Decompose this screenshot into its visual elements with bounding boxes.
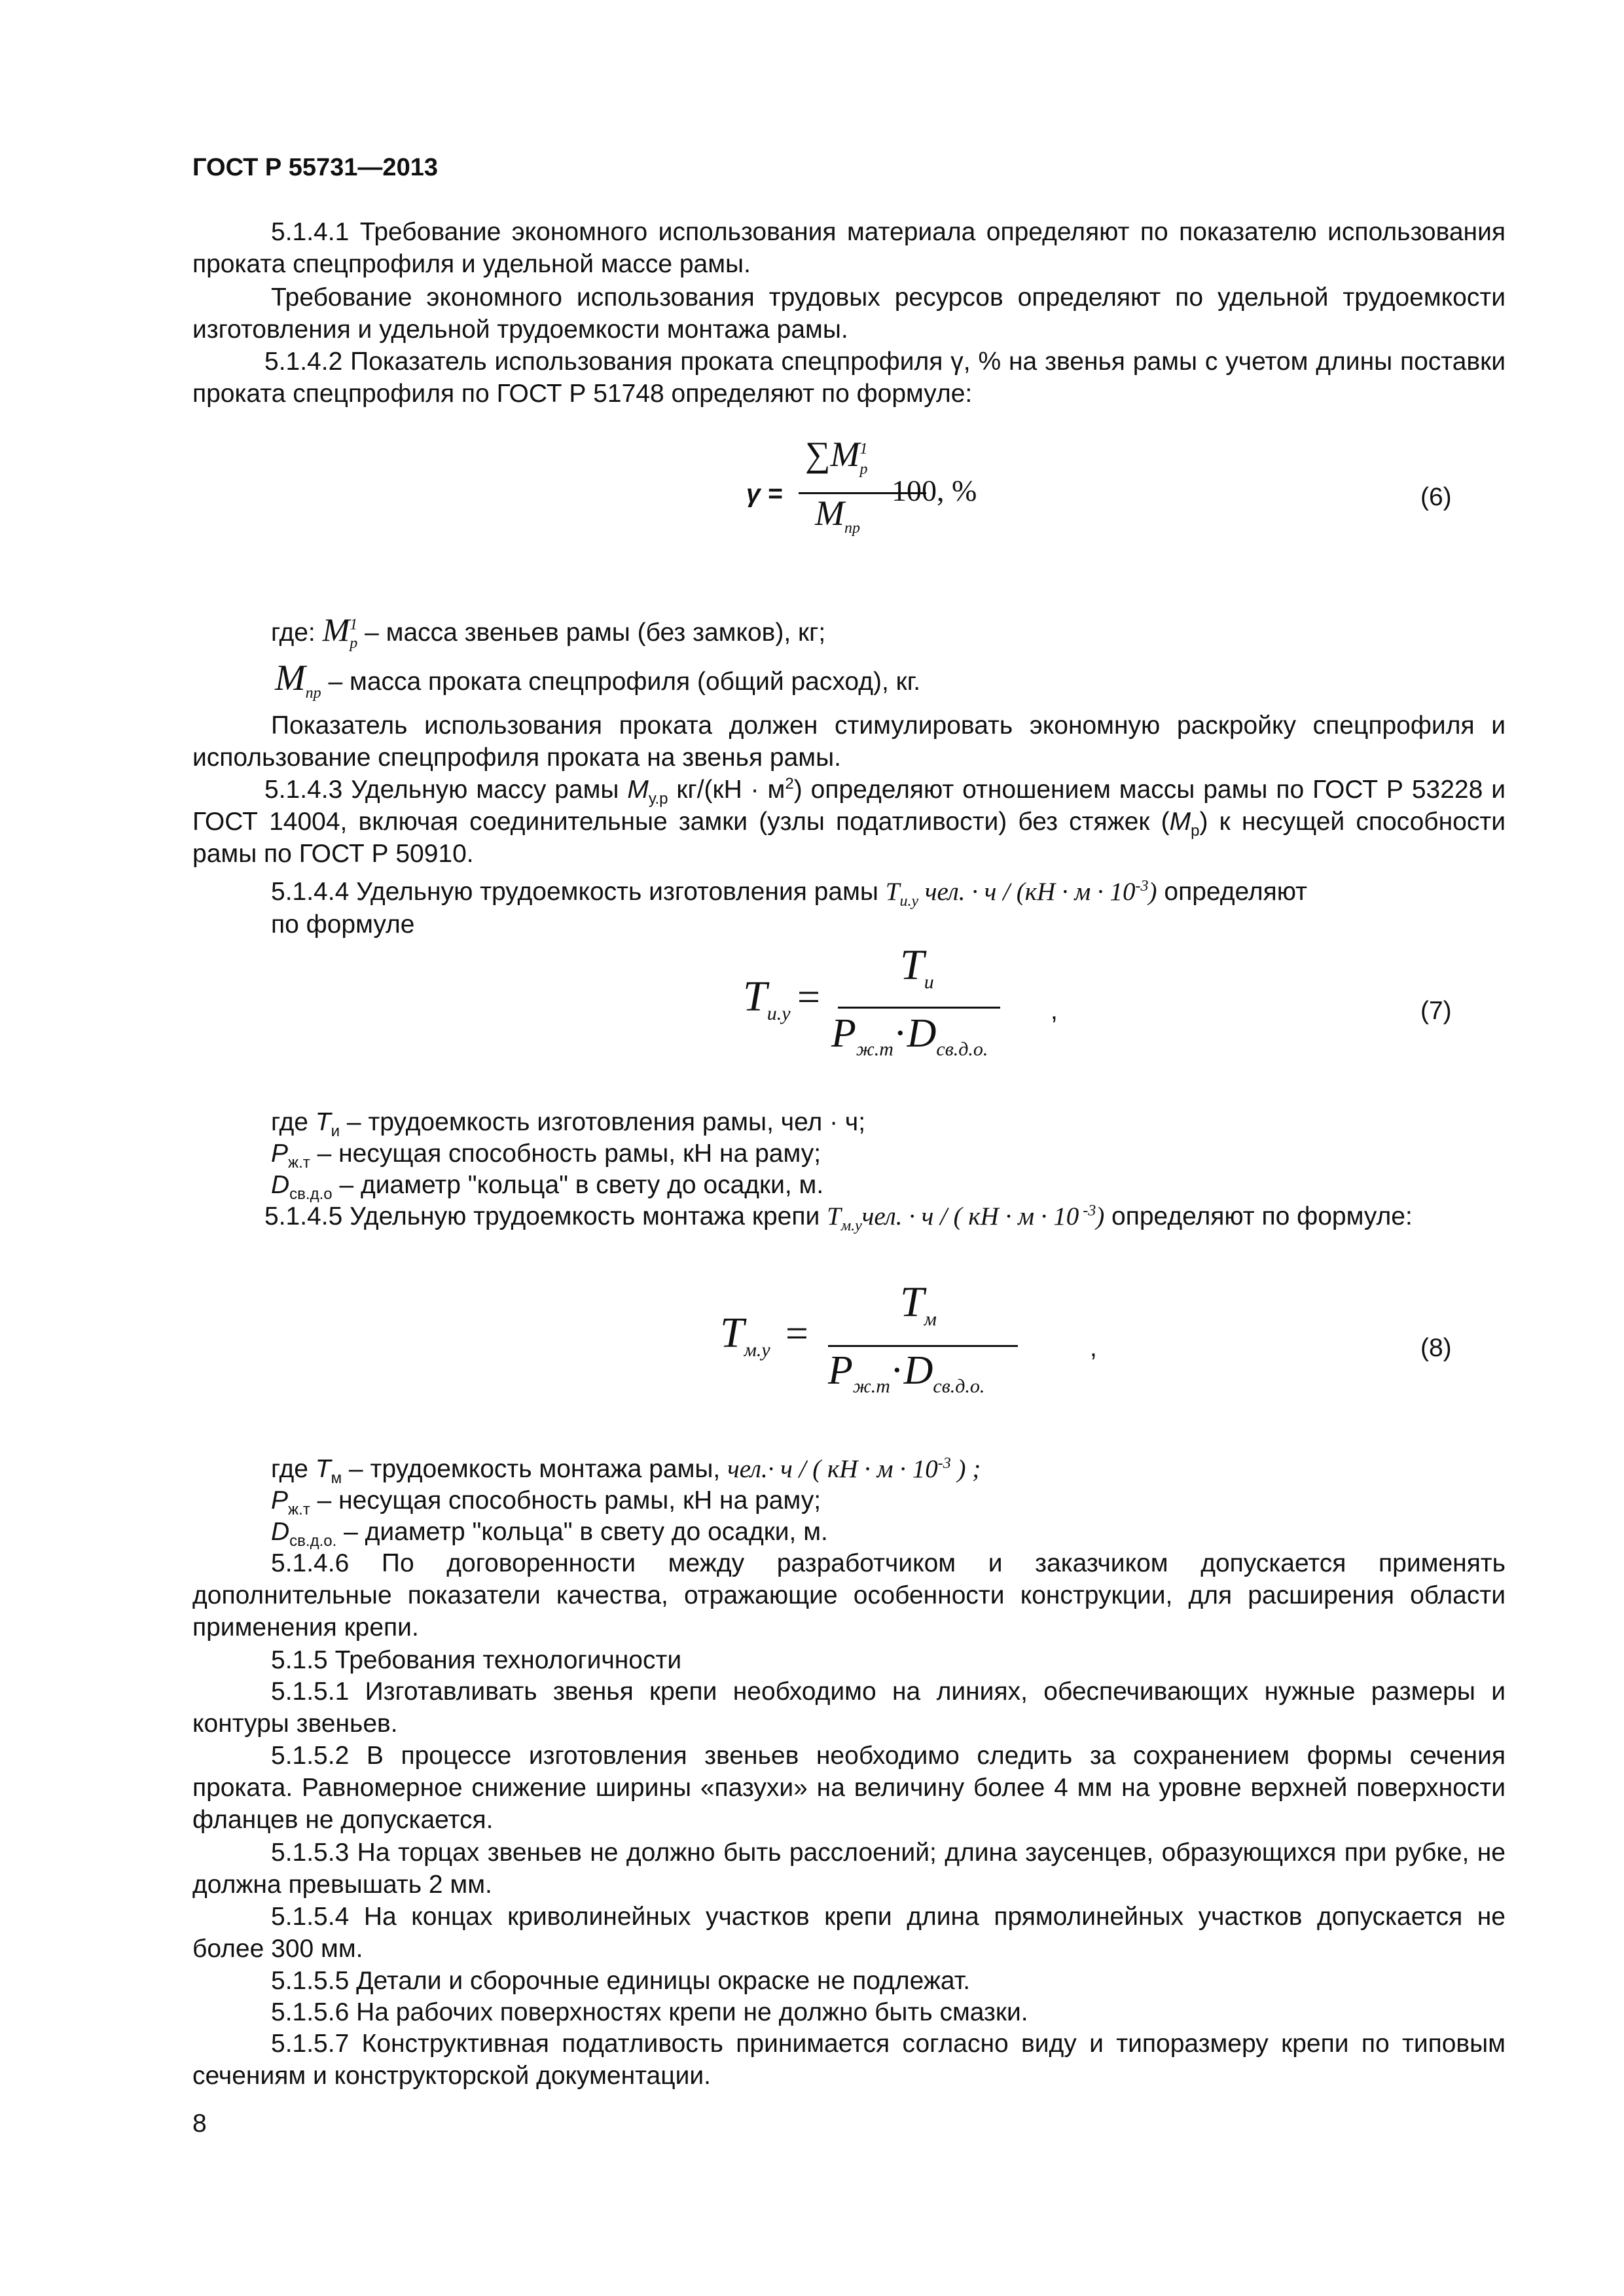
- document-header: ГОСТ Р 55731—2013: [192, 154, 438, 181]
- where-eq6-line2: $M_{пр}$ – масса проката спецпрофиля (общий расход), кг.: [275, 658, 921, 702]
- paragraph-5-1-4-6: 5.1.4.6 По договоренности между разработчиком и заказчиком допускается применять дополнительные показатели качества, отражающие особенности конструкции, для расширения области применения крепи.: [192, 1549, 1506, 1641]
- where-eq8-line3: $D_{св.д.о.}$ – диаметр "кольца" в свету до осадки, м.: [271, 1518, 828, 1550]
- eq8-denominator: $P_{ж.т}\cdot D_{св.д.о.}$: [828, 1348, 985, 1397]
- eq7-fraction-bar: [838, 1007, 1000, 1009]
- paragraph-5-1-5-6: 5.1.5.6 На рабочих поверхностях крепи не должно быть смазки.: [271, 1998, 1028, 2026]
- where-eq6-line1: где: $M^1_р$ – масса звеньев рамы (без замков), кг;: [271, 611, 826, 652]
- paragraph-5-1-5-3: 5.1.5.3 На торцах звеньев не должно быть расслоений; длина заусенцев, образующихся при рубке, не должна превышать 2 мм.: [192, 1839, 1506, 1899]
- eq6-factor: 100, %: [892, 474, 977, 507]
- paragraph-5-1-5-4: 5.1.5.4 На концах криволинейных участков крепи длина прямолинейных участков допускается не более 300 мм.: [192, 1903, 1506, 1963]
- where-eq7-line3: $D_{св.д.о}$ – диаметр "кольца" в свету до осадки, м.: [271, 1171, 824, 1203]
- paragraph-5-1-5: 5.1.5 Требования технологичности: [271, 1646, 682, 1674]
- eq8-equals: =: [785, 1312, 808, 1356]
- paragraph-5-1-5-1: 5.1.5.1 Изготавливать звенья крепи необходимо на линиях, обеспечивающих нужные размеры и контуры звеньев.: [192, 1677, 1506, 1738]
- page-number: 8: [192, 2109, 207, 2138]
- eq7-numerator: $T_и$: [900, 941, 934, 994]
- paragraph-5-1-4-2: 5.1.4.2 Показатель использования проката спецпрофиля γ, % на звенья рамы с учетом длины поставки проката спецпрофиля по ГОСТ Р 51748 определяют по формуле:: [192, 348, 1506, 408]
- paragraph-5-1-5-2: 5.1.5.2 В процессе изготовления звеньев необходимо следить за сохранением формы сечения проката. Равномерное снижение ширины «пазухи» на величину более 4 мм на уровне верхней поверхности фланцев не допускается.: [192, 1742, 1506, 1834]
- where-eq8-line2: $P_{ж.т}$ – несущая способность рамы, кН на раму;: [271, 1486, 821, 1518]
- eq6-lhs: γ =: [746, 480, 783, 508]
- eq7-equals: =: [797, 975, 820, 1020]
- paragraph-5-1-4-5: 5.1.4.5 Удельную трудоемкость монтажа крепи $T_{м.у}чел$. · ч / ( кН · м · 10 $^{-3}$) определяют по формуле:: [264, 1202, 1413, 1234]
- eq7-lhs: $T_{и.у}$: [743, 973, 791, 1025]
- eq8-fraction-bar: [828, 1345, 1018, 1347]
- where-eq8-line1: где $T_м$ – трудоемкость монтажа рамы, чел.· ч / ( кН · $м \cdot 10^{-3}$ ) ;: [271, 1455, 981, 1487]
- paragraph-labour-resources: Требование экономного использования трудовых ресурсов определяют по удельной трудоемкости изготовления и удельной трудоемкости монтажа рамы.: [192, 283, 1506, 344]
- eq8-lhs: $T_{м.у}$: [720, 1309, 770, 1361]
- eq8-number: (8): [1420, 1334, 1452, 1362]
- paragraph-5-1-4-4: 5.1.4.4 Удельную трудоемкость изготовления рамы $T_{и.у}$ чел. · $ч / (кН \cdot м \cdot 10^{-3})$ определяют: [271, 878, 1307, 910]
- eq6-numerator: $\sum M^1_р$: [805, 435, 868, 478]
- where-eq7-line1: где $T_и$ – трудоемкость изготовления рамы, чел · ч;: [271, 1108, 866, 1140]
- paragraph-stimulate: Показатель использования проката должен стимулировать экономную раскройку спецпрофиля и использование спецпрофиля проката на звенья рамы.: [192, 711, 1506, 772]
- eq6-number: (6): [1420, 483, 1452, 511]
- paragraph-5-1-4-4-cont: по формуле: [271, 910, 415, 939]
- paragraph-5-1-4-1: 5.1.4.1 Требование экономного использования материала определяют по показателю использования проката спецпрофиля и удельной массе рамы.: [192, 218, 1506, 278]
- eq7-comma: ,: [1051, 997, 1058, 1025]
- paragraph-5-1-4-3: 5.1.4.3 Удельную массу рамы $M_{у.р}$ $кг/(кН \cdot м^2)$ определяют отношением массы рамы по ГОСТ Р 53228 и ГОСТ 14004, включая соединительные замки (узлы податливости) без стяжек $(M_р)$ к несущей способности рамы по ГОСТ Р 50910.: [192, 775, 1506, 868]
- eq6-denominator: $M_{пр}$: [815, 493, 860, 537]
- eq8-numerator: $T_м$: [900, 1278, 937, 1331]
- where-eq7-line2: $P_{ж.т}$ – несущая способность рамы, кН на раму;: [271, 1139, 821, 1172]
- paragraph-5-1-5-7: 5.1.5.7 Конструктивная податливость принимается согласно виду и типоразмеру крепи по типовым сечениям и конструкторской документации.: [192, 2030, 1506, 2090]
- eq7-number: (7): [1420, 997, 1452, 1025]
- paragraph-5-1-5-5: 5.1.5.5 Детали и сборочные единицы окраске не подлежат.: [271, 1967, 971, 1995]
- eq7-denominator: $P_{ж.т}\cdot D_{св.д.о.}$: [831, 1011, 988, 1060]
- eq8-comma: ,: [1090, 1334, 1097, 1362]
